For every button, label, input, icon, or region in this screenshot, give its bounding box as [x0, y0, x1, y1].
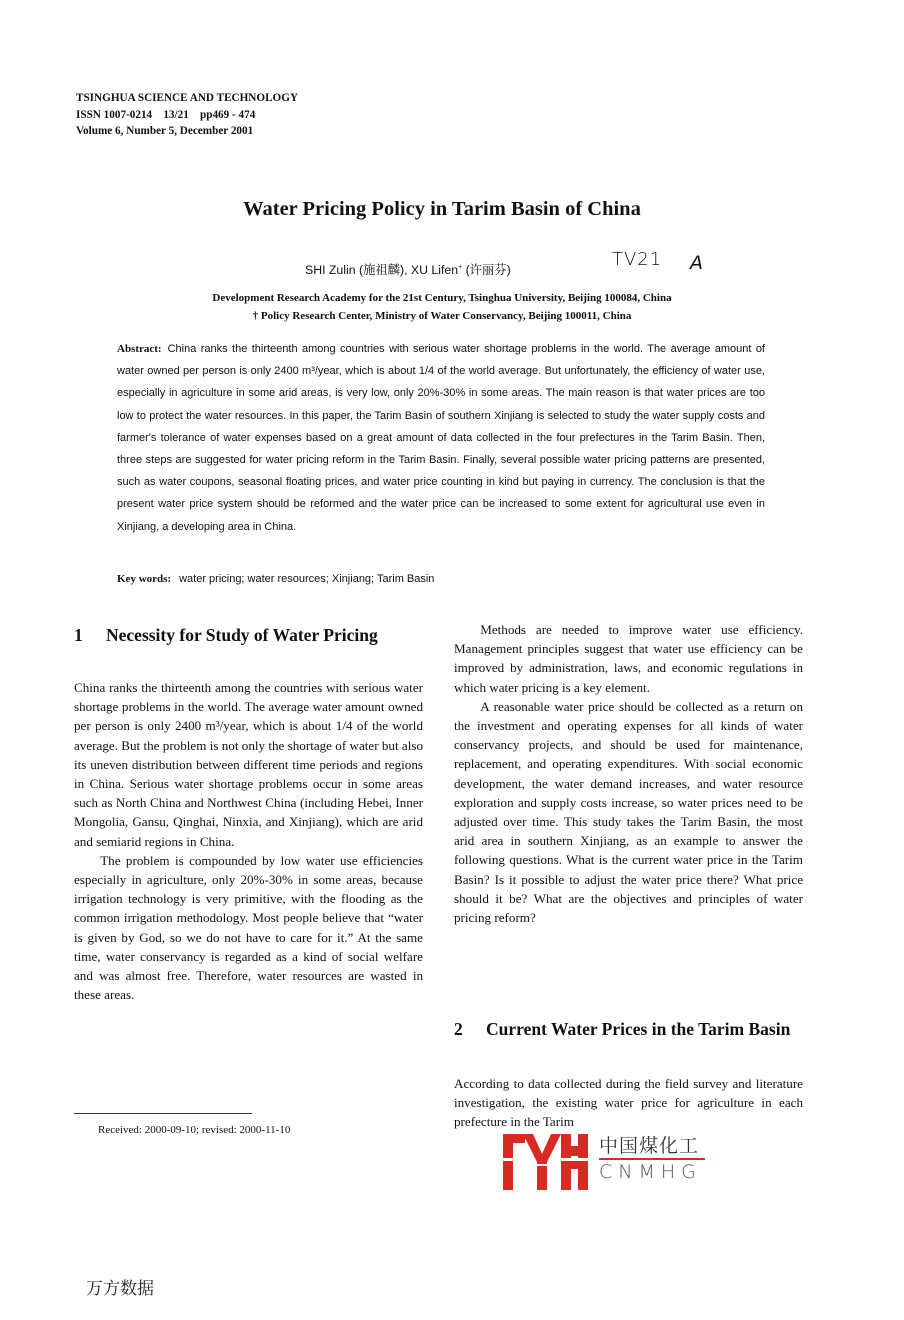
right-column-body	[454, 620, 803, 927]
abstract	[117, 338, 765, 538]
section-2-heading	[454, 1017, 814, 1067]
author-2: XU Lifen	[410, 263, 459, 277]
keywords-text: water pricing; water resources; Xinjiang; Tarim Basin	[179, 573, 435, 585]
keywords-label: Key words:	[117, 573, 172, 585]
abstract-label: Abstract:	[117, 343, 162, 355]
paragraph: Methods are needed to improve water use efficiency. Management principles suggest that water use efficiency can be improved by administration, laws, and economic regulations in which water pricing is a key element.	[454, 622, 803, 695]
paper-title: Water Pricing Policy in Tarim Basin of China	[243, 198, 641, 220]
author-1: SHI Zulin (施祖麟),	[305, 263, 411, 277]
cnmhg-logo	[503, 1134, 713, 1192]
author-2-mark: +	[458, 263, 463, 271]
section-number: 2	[454, 1019, 463, 1039]
journal-header	[76, 90, 298, 140]
paragraph: A reasonable water price should be collected as a return on the investment and operating expenses for all kinds of water conservancy projects, and should be used for maintenance, replacement, and operating expenditures. With social economic development, the water demand increases, and water resource exploration and supply costs increase, so water prices need to be adjusted over time. This study takes the Tarim Basin, the most arid area in southern Xinjiang, as an example to answer the following questions. What is the current water price in the Tarim Basin? Is it possible to adjust the water price there? What price should it be? What are the objectives and principles of water pricing reform?	[454, 698, 803, 926]
left-column-body	[74, 678, 423, 1004]
received-date-footnote: Received: 2000-09-10; revised: 2000-11-10	[98, 1124, 291, 1136]
paragraph: The problem is compounded by low water use efficiencies especially in agriculture, only 20%-30% in some areas, because irrigation technology is very primitive, with the flooding as the common irrigation methodology. Most people believe that “water is given by God, so we do not have to care for it.” At the same time, water conservancy is regarded as a kind of social welfare and was almost free. Therefore, water resources are wasted in these areas.	[74, 852, 423, 1003]
journal-issn: ISSN 1007-0214 13/21 pp469 - 474	[76, 108, 256, 121]
section-number: 1	[74, 625, 83, 645]
author-line	[305, 260, 511, 278]
section-1-heading	[74, 623, 434, 673]
section-title: Necessity for Study of Water Pricing	[106, 625, 378, 645]
affiliation-1: Development Research Academy for the 21st Century, Tsinghua University, Beijing 100084, China	[212, 292, 672, 304]
paragraph: China ranks the thirteenth among the countries with serious water shortage problems in the world. The average water amount owned per person is only 2400 m³/year, which is about 1/4 of the world average. But the problem is not only the shortage of water but also its uneven distribution between different time periods and regions in China. Serious water shortage problems occur in some areas such as North China and Northwest China (including Hebei, Inner Mongolia, Gansu, Qinghai, Ninxia, and Xinjiang), which are arid and semiarid regions in China.	[74, 680, 423, 849]
logo-divider	[599, 1158, 705, 1160]
handwritten-document-code: A	[690, 252, 703, 274]
abstract-text: China ranks the thirteenth among countries with serious water shortage problems in the world. The average amount of water owned per person is only 2400 m³/year, which is about 1/4 of the world average. But unfortunately, the efficiency of water use, especially in agriculture in some arid areas, is very low, only 20%-30% in some areas. The main reason is that water prices are too low to protect the water resources. In this paper, the Tarim Basin of southern Xinjiang is selected to study the water supply costs and farmer's tolerance of water expenses based on a great amount of data collected in the four prefectures in the Tarim Basin. Then, three steps are suggested for water pricing reform in the Tarim Basin. Finally, several possible water pricing patterns are presented, such as water coupons, seasonal floating prices, and water price counting in kind but paying in currency. The conclusion is that the present water price system should be reformed and the water price can be increased to some extent for agricultural use even in Xinjiang, a developing area in China.	[117, 343, 765, 533]
wanfang-watermark: 万方数据	[86, 1279, 154, 1299]
journal-volume: Volume 6, Number 5, December 2001	[76, 125, 254, 137]
keywords	[117, 573, 434, 585]
mh-logo-icon	[503, 1134, 588, 1190]
logo-english-text: CNMHG	[599, 1161, 702, 1183]
handwritten-classification: TV21	[612, 249, 663, 270]
author-2-chinese: (许丽芬)	[462, 263, 511, 277]
logo-chinese-text: 中国煤化工	[599, 1135, 700, 1157]
paragraph: According to data collected during the field survey and literature investigation, the existing water price for agriculture in each prefecture in the Tarim	[454, 1076, 803, 1130]
footnote-divider	[74, 1113, 252, 1114]
affiliation-2: † Policy Research Center, Ministry of Water Conservancy, Beijing 100011, China	[252, 310, 632, 322]
section-title: Current Water Prices in the Tarim Basin	[486, 1019, 791, 1039]
journal-name: TSINGHUA SCIENCE AND TECHNOLOGY	[76, 92, 299, 104]
section-2-body	[454, 1074, 803, 1132]
